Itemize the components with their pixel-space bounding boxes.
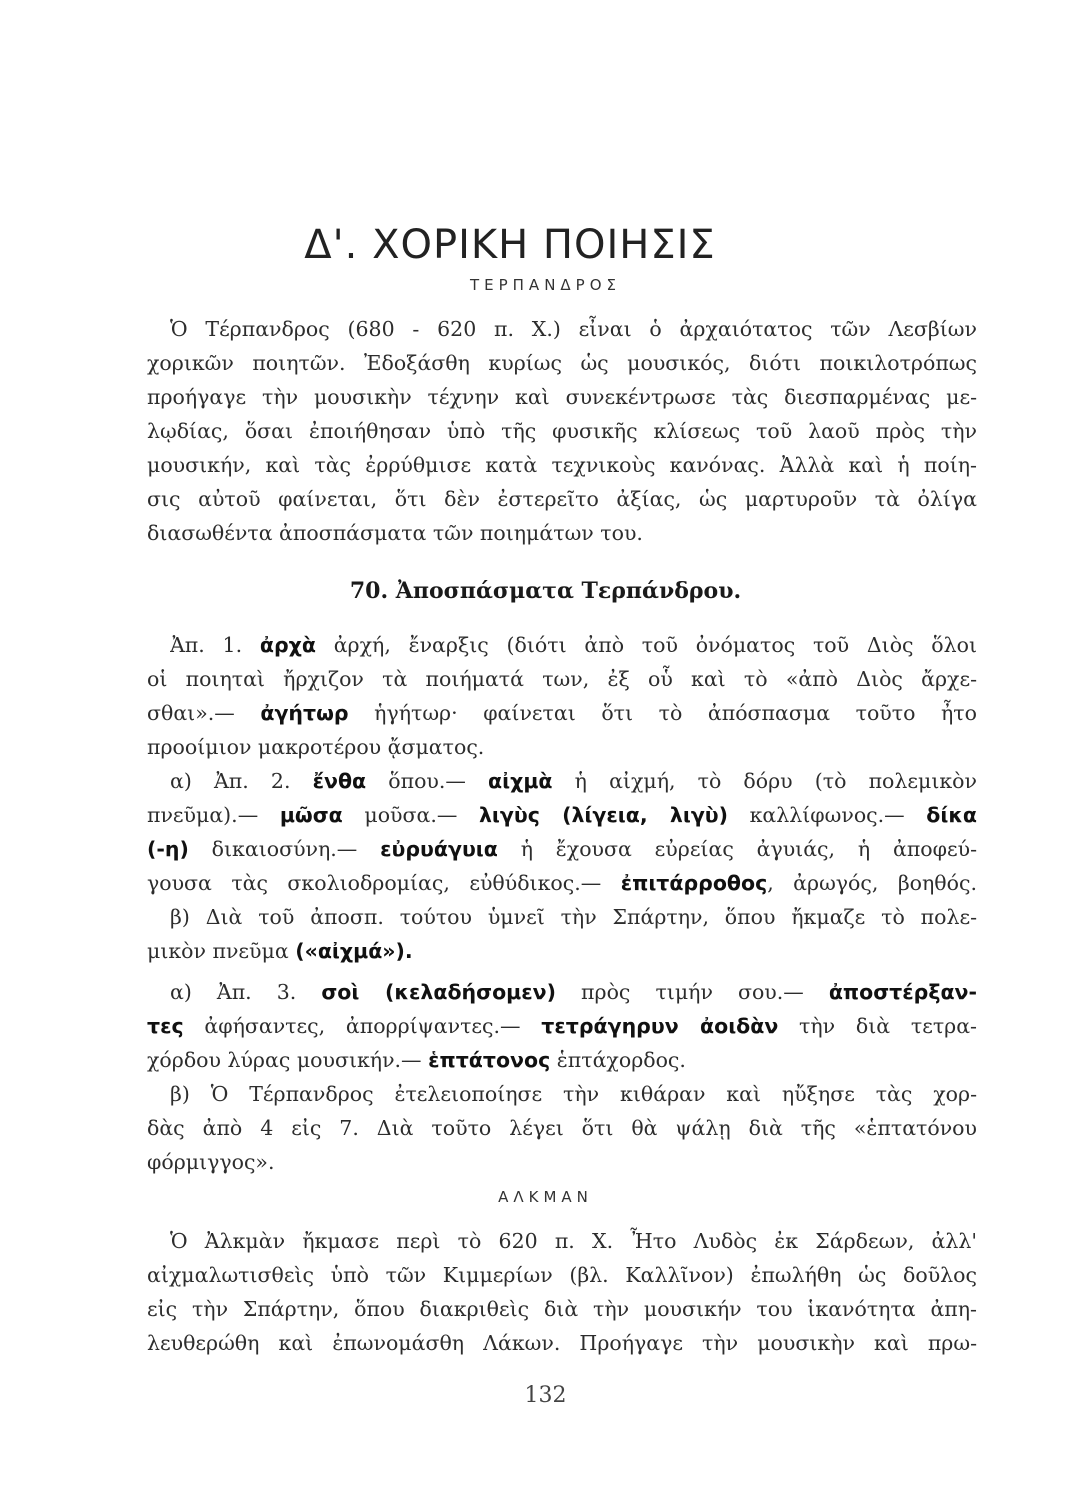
fragment-line: οἱ ποιηταὶ ἤρχιζον τὰ ποιήματά των, ἐξ οὗ καὶ τὸ «ἀπὸ Διὸς ἄρχε- (147, 667, 977, 691)
terpandros-heading: ΤΕΡΠΑΝΔΡΟΣ (469, 276, 622, 294)
fragment-line: γουσα τὰς σκολιοδρομίας, εὐθύδικος.— ἐπιτάρροθος, ἀρωγός, βοηθός. (147, 871, 977, 895)
fragment-line: δὰς ἀπὸ 4 εἰς 7. Διὰ τοῦτο λέγει ὅτι θὰ ψάλῃ διὰ τῆς «ἑπτατόνου (147, 1116, 977, 1140)
alkman-line: Ὁ Ἀλκμὰν ἤκμασε περὶ τὸ 620 π. Χ. Ἦτο Λυδὸς ἐκ Σάρδεων, ἀλλ' (170, 1229, 977, 1253)
intro-line: διασωθέντα ἀποσπάσματα τῶν ποιημάτων του. (147, 521, 643, 545)
fragment-line: α) Ἀπ. 2. ἔνθα ὅπου.— αἰχμὰ ἡ αἰχμή, τὸ δόρυ (τὸ πολεμικὸν (170, 769, 977, 793)
alkman-line: αἰχμαλωτισθεὶς ὑπὸ τῶν Κιμμερίων (βλ. Καλλῖνον) ἐπωλήθη ὡς δοῦλος (147, 1263, 977, 1287)
fragment-line: (-η) δικαιοσύνη.— εὐρυάγυια ἡ ἔχουσα εὐρείας ἀγυιάς, ἡ ἀποφεύ- (147, 837, 977, 861)
fragment-line: πνεῦμα).— μῶσα μοῦσα.— λιγὺς (λίγεια, λιγὺ) καλλίφωνος.— δίκα (147, 803, 977, 827)
fragment-line: β) Ὁ Τέρπανδρος ἐτελειοποίησε τὴν κιθάραν καὶ ηὔξησε τὰς χορ- (170, 1082, 977, 1106)
page-number: 132 (524, 1383, 567, 1408)
intro-line: μουσικήν, καὶ τὰς ἐρρύθμισε κατὰ τεχνικοὺς κανόνας. Ἀλλὰ καὶ ἡ ποίη- (147, 453, 977, 477)
chapter-title: Δ'. ΧΟΡΙΚΗ ΠΟΙΗΣΙΣ (304, 222, 716, 268)
fragment-line: προοίμιον μακροτέρου ᾄσματος. (147, 735, 485, 759)
fragment-line: μικὸν πνεῦμα («αἰχμά»). (147, 939, 413, 963)
alkman-heading: ΑΛΚΜΑΝ (498, 1188, 593, 1206)
alkman-line: λευθερώθη καὶ ἐπωνομάσθη Λάκων. Προήγαγε τὴν μουσικὴν καὶ πρω- (147, 1331, 977, 1355)
intro-line: προήγαγε τὴν μουσικὴν τέχνην καὶ συνεκέντρωσε τὰς διεσπαρμένας με- (147, 385, 977, 409)
intro-line: σις αὐτοῦ φαίνεται, ὅτι δὲν ἐστερεῖτο ἀξίας, ὡς μαρτυροῦν τὰ ὀλίγα (147, 487, 977, 511)
fragment-line: α) Ἀπ. 3. σοὶ (κελαδήσομεν) πρὸς τιμήν σου.— ἀποστέρξαν- (170, 980, 977, 1004)
intro-line: λῳδίας, ὅσαι ἐποιήθησαν ὑπὸ τῆς φυσικῆς κλίσεως τοῦ λαοῦ πρὸς τὴν (147, 419, 977, 443)
fragment-line: χόρδου λύρας μουσικήν.— ἑπτάτονος ἑπτάχορδος. (147, 1048, 686, 1072)
fragment-line: τες ἀφήσαντες, ἀπορρίψαντες.— τετράγηρυν ἀοιδὰν τὴν διὰ τετρα- (147, 1014, 977, 1038)
fragment-line: σθαι».— ἀγήτωρ ἡγήτωρ· φαίνεται ὅτι τὸ ἀπόσπασμα τοῦτο ἦτο (147, 701, 977, 725)
section-heading: 70. Ἀποσπάσματα Τερπάνδρου. (349, 578, 742, 604)
fragment-line: Ἀπ. 1. ἀρχὰ ἀρχή, ἔναρξις (διότι ἀπὸ τοῦ ὀνόματος τοῦ Διὸς ὅλοι (170, 633, 977, 657)
fragment-line: φόρμιγγος». (147, 1150, 275, 1174)
alkman-line: εἰς τὴν Σπάρτην, ὅπου διακριθεὶς διὰ τὴν μουσικήν του ἱκανότητα ἀπη- (147, 1297, 977, 1321)
fragment-line: β) Διὰ τοῦ ἀποσπ. τούτου ὑμνεῖ τὴν Σπάρτην, ὅπου ἤκμαζε τὸ πολε- (170, 905, 977, 929)
intro-line: Ὁ Τέρπανδρος (680 - 620 π. Χ.) εἶναι ὁ ἀρχαιότατος τῶν Λεσβίων (170, 317, 977, 341)
intro-line: χορικῶν ποιητῶν. Ἐδοξάσθη κυρίως ὡς μουσικός, διότι ποικιλοτρόπως (147, 351, 977, 375)
